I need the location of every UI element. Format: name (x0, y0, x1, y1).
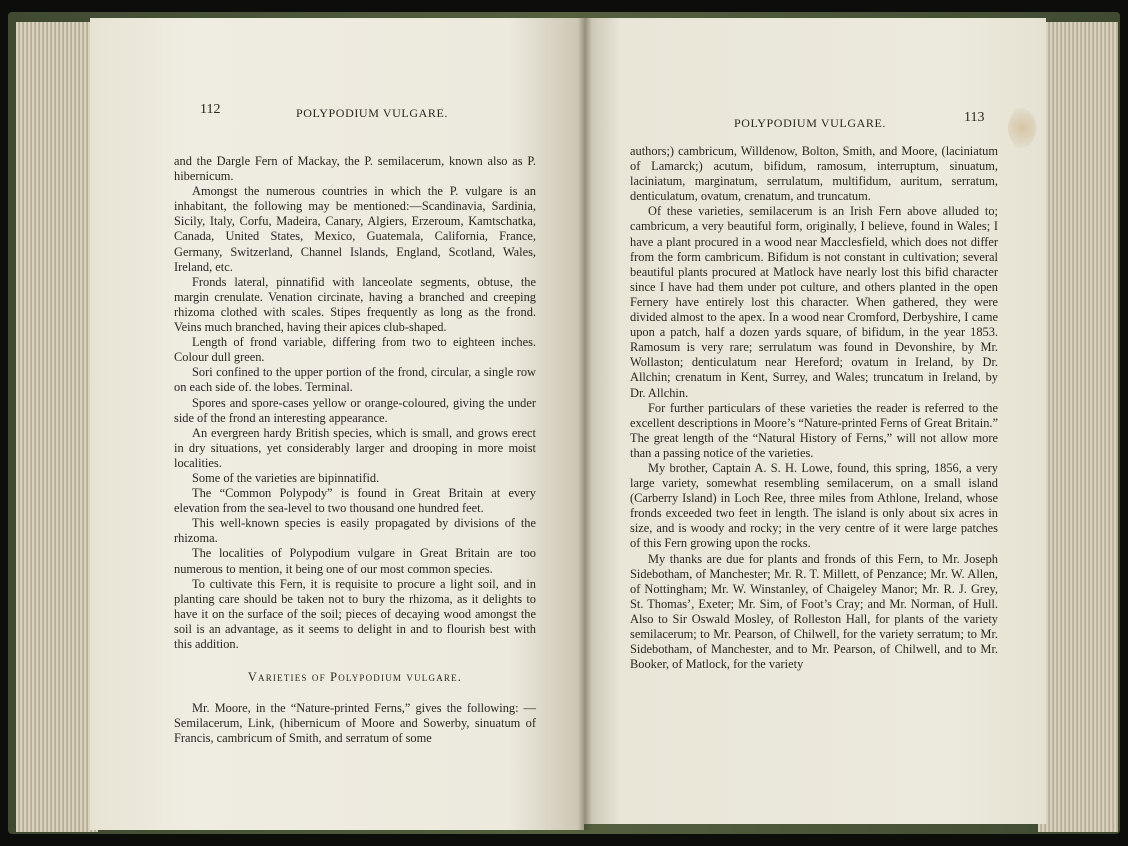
paragraph: Length of frond variable, differing from two to eighteen inches. Colour dull green. (174, 335, 536, 365)
left-page-body (174, 154, 536, 746)
paragraph: My brother, Captain A. S. H. Lowe, found, this spring, 1856, a very large variety, somewhat resembling semilacerum, on a small island (Carberry Island) in Loch Ree, three miles from Athlone, Ireland, whose fronds exceeded two feet in length. The island is only about six acres in size, and is woody and rocky; in the very centre of it were large patches of this Fern growing upon the rocks. (630, 460, 998, 551)
section-heading: Varieties of Polypodium vulgare. (247, 670, 463, 685)
left-page (90, 18, 584, 830)
paragraph: Spores and spore-cases yellow or orange-coloured, giving the under side of the frond an interesting appearance. (174, 395, 536, 425)
paragraph: An evergreen hardy British species, which is small, and grows erect in dry situations, yet considerably larger and drooping in more moist localities. (174, 425, 536, 470)
book-gutter (578, 18, 592, 830)
paragraph: Fronds lateral, pinnatifid with lanceolate segments, obtuse, the margin crenulate. Venation circinate, having a branched and creeping rhizoma clothed with scales. Stipes frequently as long as the frond. Veins much branched, having their apices club-shaped. (174, 274, 536, 335)
page-number: 113 (964, 110, 985, 125)
right-page-edges (1038, 22, 1118, 832)
right-page-body (630, 144, 998, 672)
paragraph: authors;) cambricum, Willdenow, Bolton, Smith, and Moore, (laciniatum of Lamarck;) acutum, bifidum, ramosum, interruptum, sinuatum, laciniatum, marginatum, serrulatum, multifidum, auritum, serratum, denticulatum, ovatum, crenatum, and truncatum. (630, 144, 998, 204)
paragraph: Amongst the numerous countries in which the P. vulgare is an inhabitant, the following may be mentioned:—Scandinavia, Sardinia, Sicily, Italy, Corfu, Madeira, Canary, Algiers, Erzeroum, Kamtschatka, Canada, United States, Mexico, Guatemala, California, France, Germany, Switzerland, Channel Islands, England, Scotland, Wales, Ireland, etc. (174, 184, 536, 274)
left-page-edges (16, 22, 98, 832)
paragraph: Sori confined to the upper portion of the frond, circular, a single row on each side of. the lobes. Terminal. (174, 365, 536, 395)
paragraph: To cultivate this Fern, it is requisite to procure a light soil, and in planting care should be taken not to bury the rhizoma, as it delights to have it on the surface of the soil; pieces of decaying wood amongst the soil is an advantage, as it seems to delight in and to flourish best with this addition. (174, 576, 536, 651)
paragraph: My thanks are due for plants and fronds of this Fern, to Mr. Joseph Sidebotham, of Manchester; Mr. R. T. Millett, of Penzance; Mr. W. Allen, of Nottingham; Mr. W. Winstanley, of Chaigeley Manor; Mr. R. J. Grey, St. Thomas’, Exeter; Mr. Sim, of Foot’s Cray; and Mr. Norman, of Hull. Also to Sir Oswald Mosley, of Rolleston Hall, for plants of the variety semilacerum; to Mr. Pearson, of Chilwell, for the variety serratum; to Mr. Sidebotham, of Manchester, and to Mr. Pearson, of Chilwell, and to Mr. Booker, of Matlock, for the variety (630, 551, 998, 672)
paragraph: and the Dargle Fern of Mackay, the P. semilacerum, known also as P. hibernicum. (174, 154, 536, 184)
right-page (584, 18, 1046, 824)
paragraph: The localities of Polypodium vulgare in Great Britain are too numerous to mention, it being one of our most common species. (174, 546, 536, 576)
paragraph: This well-known species is easily propagated by divisions of the rhizoma. (174, 516, 536, 546)
running-head: POLYPODIUM VULGARE. (734, 116, 886, 130)
paragraph: Mr. Moore, in the “Nature-printed Ferns,” gives the following: —Semilacerum, Link, (hibernicum of Moore and Sowerby, sinuatum of Francis, cambricum of Smith, and serratum of some (174, 701, 536, 746)
paragraph: The “Common Polypody” is found in Great Britain at every elevation from the sea-level to two thousand one hundred feet. (174, 486, 536, 516)
page-number: 112 (200, 102, 221, 117)
paragraph: Some of the varieties are bipinnatifid. (192, 470, 380, 485)
paragraph: For further particulars of these varieties the reader is referred to the excellent descriptions in Moore’s “Nature-printed Ferns of Great Britain.” The great length of the “Natural History of Ferns,” will not allow more than a passing notice of the varieties. (630, 400, 998, 460)
running-head: POLYPODIUM VULGARE. (296, 106, 448, 120)
paragraph: Of these varieties, semilacerum is an Irish Fern above alluded to; cambricum, a very beautiful form, originally, I believe, found in Wales; I have a plant procured in a wood near Macclesfield, which does not differ from the form cambricum. Bifidum is not constant in cultivation; several beautiful plants procured at Matlock have nearly lost this bifid character since I have had them under pot culture, and others planted in the open Fernery have entirely lost this character. When gathered, they were divided almost to the apex. In a wood near Cromford, Derbyshire, I came upon a patch, half a dozen yards square, of bifidum, in the year 1853. Ramosum is very rare; serrulatum was found in Devonshire, by Mr. Wollaston; denticulatum near Hereford; ovatum in Ireland, by Dr. Allchin; crenatum in Kent, Surrey, and Wales; truncatum in Ireland, by Dr. Allchin. (630, 204, 998, 400)
paper-stain (1008, 108, 1036, 148)
